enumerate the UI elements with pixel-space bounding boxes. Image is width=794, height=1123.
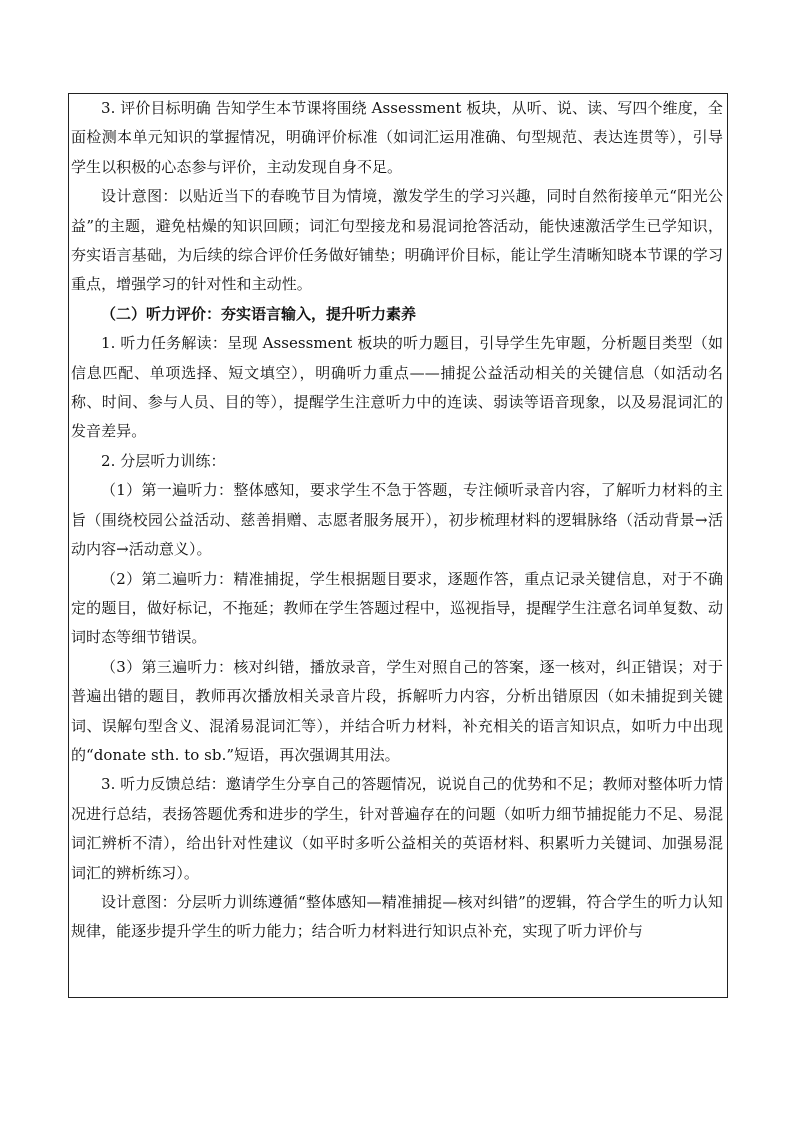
paragraph-evaluation-goal: 3. 评价目标明确 告知学生本节课将围绕 Assessment 板块，从听、说、读、写四个维度，全面检测本单元知识的掌握情况，明确评价标准（如词汇运用准确、句型规范、表达连贯等），引导学生以积极的心态参与评价，主动发现自身不足。 xyxy=(71,99,723,176)
content-table-frame xyxy=(68,93,728,998)
paragraph-third-listening: （3）第三遍听力：核对纠错，播放录音，学生对照自己的答案，逐一核对，纠正错误；对于普遍出错的题目，教师再次播放相关录音片段，拆解听力内容，分析出错原因（如未捕捉到关键词、误解句型含义、混淆易混词汇等），并结合听力材料，补充相关的语言知识点，如听力中出现的“donate sth. to sb.”短语，再次强调其用法。 xyxy=(71,657,723,764)
lesson-plan-content xyxy=(71,94,723,947)
paragraph-listening-feedback: 3. 听力反馈总结：邀请学生分享自己的答题情况，说说自己的优势和不足；教师对整体听力情况进行总结，表扬答题优秀和进步的学生，针对普遍存在的问题（如听力细节捕捉能力不足、易混词汇辨析不清），给出针对性建议（如平时多听公益相关的英语材料、积累听力关键词、加强易混词汇的辨析练习）。 xyxy=(71,775,723,882)
paragraph-first-listening: （1）第一遍听力：整体感知，要求学生不急于答题，专注倾听录音内容，了解听力材料的主旨（围绕校园公益活动、慈善捐赠、志愿者服务展开），初步梳理材料的逻辑脉络（活动背景→活动内容→活动意义）。 xyxy=(71,481,723,559)
paragraph-design-intent-1: 设计意图：以贴近当下的春晚节目为情境，激发学生的学习兴趣，同时自然衔接单元“阳光公益”的主题，避免枯燥的知识回顾；词汇句型接龙和易混词抢答活动，能快速激活学生已学知识，夯实语言基础，为后续的综合评价任务做好铺垫；明确评价目标，能让学生清晰知晓本节课的学习重点，增强学习的针对性和主动性。 xyxy=(71,187,723,294)
section-heading-listening: （二）听力评价：夯实语言输入，提升听力素养 xyxy=(101,304,417,323)
paragraph-second-listening: （2）第二遍听力：精准捕捉，学生根据题目要求，逐题作答，重点记录关键信息，对于不确定的题目，做好标记，不拖延；教师在学生答题过程中，巡视指导，提醒学生注意名词单复数、动词时态等细节错误。 xyxy=(71,569,723,647)
paragraph-layered-training: 2. 分层听力训练： xyxy=(101,451,226,470)
paragraph-design-intent-2: 设计意图：分层听力训练遵循“整体感知—精准捕捉—核对纠错”的逻辑，符合学生的听力认知规律，能逐步提升学生的听力能力；结合听力材料进行知识点补充，实现了听力评价与 xyxy=(71,892,723,941)
paragraph-listening-task: 1. 听力任务解读：呈现 Assessment 板块的听力题目，引导学生先审题，分析题目类型（如信息匹配、单项选择、短文填空），明确听力重点——捕捉公益活动相关的关键信息（如活动名称、时间、参与人员、目的等），提醒学生注意听力中的连读、弱读等语音现象，以及易混词汇的发音差异。 xyxy=(71,334,723,441)
